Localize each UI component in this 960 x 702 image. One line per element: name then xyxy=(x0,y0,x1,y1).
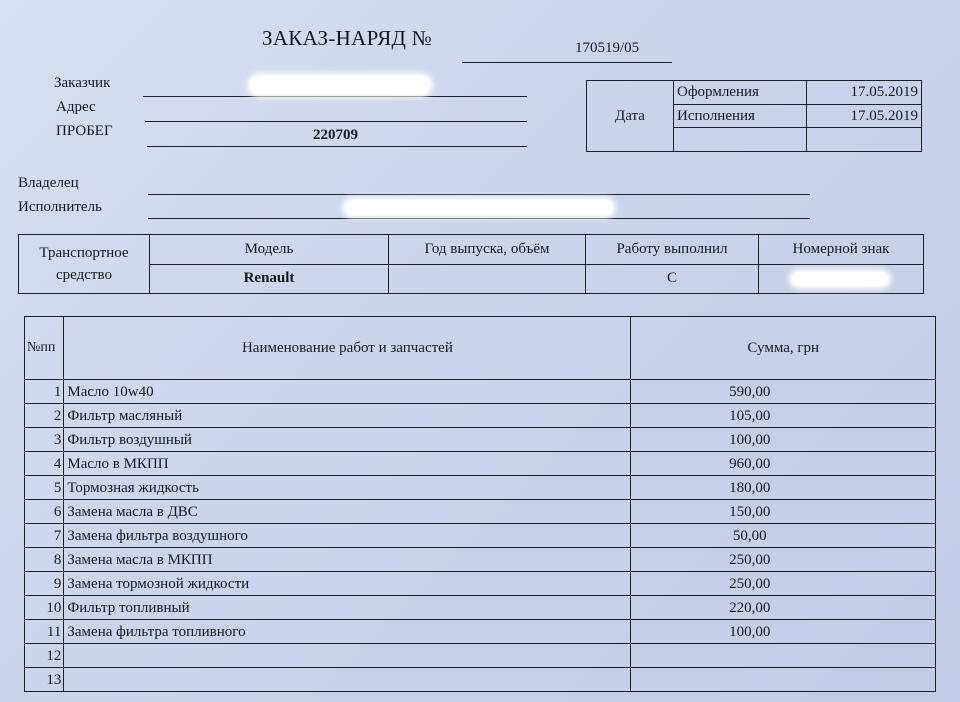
row-sum: 150,00 xyxy=(631,500,936,524)
col-sum-header: Сумма, грн xyxy=(631,317,936,380)
row-sum: 590,00 xyxy=(631,380,936,404)
row-number: 6 xyxy=(25,500,64,524)
row-sum: 100,00 xyxy=(631,428,936,452)
table-row xyxy=(25,452,936,476)
row-sum: 960,00 xyxy=(631,452,936,476)
table-row xyxy=(25,668,936,692)
execution-label: Исполнения xyxy=(674,104,807,128)
redacted-plate xyxy=(792,272,888,286)
item-rows xyxy=(25,380,936,692)
row-number: 2 xyxy=(25,404,64,428)
row-number: 9 xyxy=(25,572,64,596)
redacted-customer xyxy=(250,76,430,94)
row-sum: 250,00 xyxy=(631,548,936,572)
row-item-name: Фильтр воздушный xyxy=(64,428,631,452)
order-number-underline xyxy=(462,62,672,63)
date-empty-cell xyxy=(674,128,807,152)
table-row xyxy=(25,404,936,428)
vehicle-table xyxy=(18,234,924,294)
row-item-name xyxy=(64,668,631,692)
mileage-label: ПРОБЕГ xyxy=(56,123,113,139)
owner-label: Владелец xyxy=(18,175,79,191)
row-sum: 105,00 xyxy=(631,404,936,428)
executor-line xyxy=(148,218,810,219)
table-row xyxy=(25,500,936,524)
registration-label: Оформления xyxy=(674,81,807,105)
vehicle-label xyxy=(19,235,150,294)
executor-label: Исполнитель xyxy=(18,199,102,215)
date-table xyxy=(586,80,922,152)
row-item-name: Фильтр масляный xyxy=(64,404,631,428)
table-row xyxy=(25,596,936,620)
row-item-name: Масло в МКПП xyxy=(64,452,631,476)
row-number: 4 xyxy=(25,452,64,476)
row-item-name: Замена фильтра топливного xyxy=(64,620,631,644)
row-item-name: Масло 10w40 xyxy=(64,380,631,404)
table-row xyxy=(25,380,936,404)
table-row xyxy=(25,428,936,452)
plate-header: Номерной знак xyxy=(759,235,924,265)
vehicle-label-text: Транспортное средство xyxy=(39,245,129,283)
row-sum xyxy=(631,668,936,692)
row-sum: 100,00 xyxy=(631,620,936,644)
document-title: ЗАКАЗ-НАРЯД № xyxy=(262,26,433,50)
row-number: 1 xyxy=(25,380,64,404)
customer-line xyxy=(143,96,527,97)
row-number: 3 xyxy=(25,428,64,452)
col-name-header: Наименование работ и запчастей xyxy=(64,317,631,380)
model-value: Renault xyxy=(150,264,389,294)
address-line xyxy=(145,121,527,122)
row-sum: 50,00 xyxy=(631,524,936,548)
row-sum xyxy=(631,644,936,668)
model-header: Модель xyxy=(150,235,389,265)
performer-header: Работу выполнил xyxy=(586,235,759,265)
table-row xyxy=(25,572,936,596)
row-sum: 250,00 xyxy=(631,572,936,596)
row-item-name: Замена масла в МКПП xyxy=(64,548,631,572)
table-row xyxy=(25,644,936,668)
row-number: 7 xyxy=(25,524,64,548)
owner-line xyxy=(148,194,810,195)
row-number: 5 xyxy=(25,476,64,500)
row-sum: 180,00 xyxy=(631,476,936,500)
col-number-header: №пп xyxy=(25,317,64,380)
table-row xyxy=(25,548,936,572)
registration-date: 17.05.2019 xyxy=(807,81,922,105)
row-number: 10 xyxy=(25,596,64,620)
table-row xyxy=(25,476,936,500)
address-label: Адрес xyxy=(56,99,96,115)
row-number: 11 xyxy=(25,620,64,644)
date-label: Дата xyxy=(587,81,674,152)
table-row xyxy=(25,524,936,548)
table-row xyxy=(25,620,936,644)
row-number: 8 xyxy=(25,548,64,572)
year-header: Год выпуска, объём xyxy=(389,235,586,265)
items-table xyxy=(24,316,936,692)
row-item-name: Фильтр топливный xyxy=(64,596,631,620)
row-item-name xyxy=(64,644,631,668)
order-number: 170519/05 xyxy=(575,40,640,56)
mileage-value: 220709 xyxy=(313,127,358,143)
row-item-name: Замена фильтра воздушного xyxy=(64,524,631,548)
mileage-line xyxy=(147,146,527,147)
performer-value: С xyxy=(586,264,759,294)
row-item-name: Замена масла в ДВС xyxy=(64,500,631,524)
execution-date: 17.05.2019 xyxy=(807,104,922,128)
row-item-name: Замена тормозной жидкости xyxy=(64,572,631,596)
row-number: 13 xyxy=(25,668,64,692)
date-empty-cell xyxy=(807,128,922,152)
row-sum: 220,00 xyxy=(631,596,936,620)
row-item-name: Тормозная жидкость xyxy=(64,476,631,500)
customer-label: Заказчик xyxy=(54,75,111,91)
row-number: 12 xyxy=(25,644,64,668)
year-value xyxy=(389,264,586,294)
redacted-executor xyxy=(345,200,613,215)
